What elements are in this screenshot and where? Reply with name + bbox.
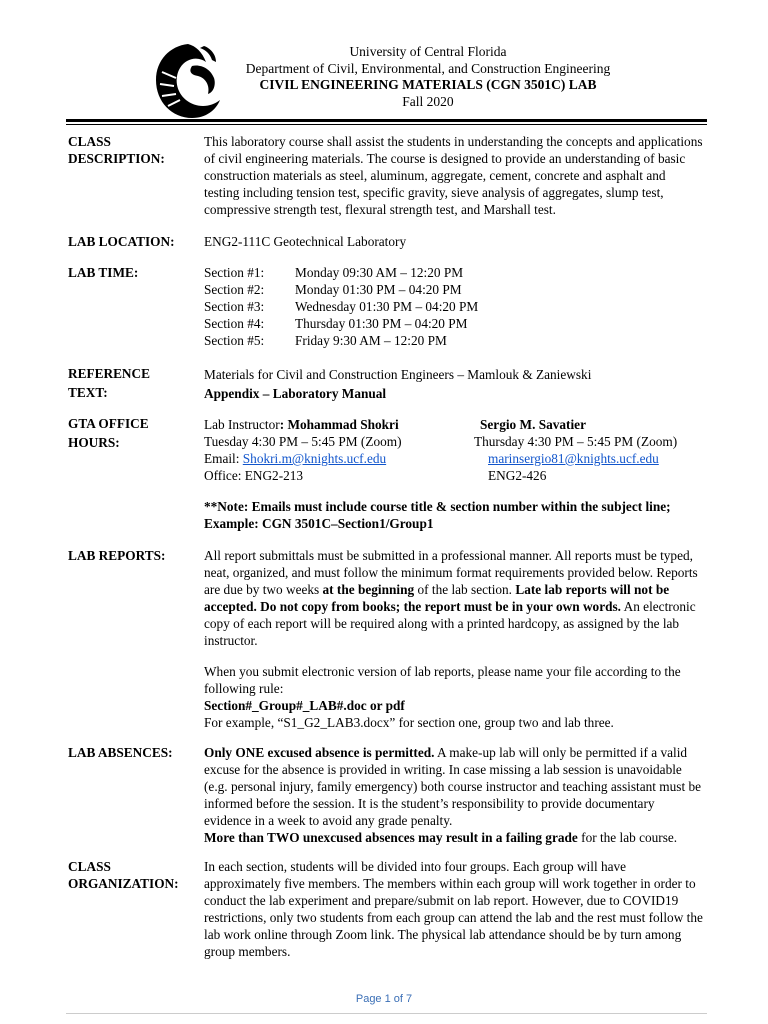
- gta-office-hours-label: [68, 414, 149, 452]
- ta-hours: Thursday 4:30 PM – 5:45 PM (Zoom): [474, 434, 678, 449]
- lab-location-label: LAB LOCATION:: [68, 234, 175, 249]
- lab-time-row: [204, 281, 704, 298]
- label-line: TEXT:: [68, 385, 108, 400]
- header-rule-thick: [66, 119, 707, 122]
- section-name: Section #5:: [204, 333, 265, 348]
- label-line: DESCRIPTION:: [68, 151, 165, 166]
- email-label: Email:: [204, 451, 243, 466]
- section-time: Friday 9:30 AM – 12:20 PM: [295, 333, 447, 348]
- section-name: Section #3:: [204, 299, 265, 314]
- file-naming-intro: When you submit electronic version of lab reports, please name your file according to the following rule:: [204, 664, 681, 696]
- instructor-prefix: Lab Instructor: [204, 417, 280, 432]
- section-name: Section #2:: [204, 282, 265, 297]
- lab-time-row: [204, 298, 704, 315]
- lab-absences-label: LAB ABSENCES:: [68, 745, 173, 760]
- ta-contact: [474, 416, 677, 484]
- email-note: [204, 498, 704, 532]
- lab-time-row: [204, 264, 704, 281]
- instructor-name: : Mohammad Shokri: [279, 417, 399, 432]
- text-span: for the lab course.: [577, 830, 678, 845]
- label-line: CLASS: [68, 859, 111, 874]
- file-naming-example: For example, “S1_G2_LAB3.docx” for section one, group two and lab three.: [204, 715, 614, 730]
- text-span: All report submittals must be submitted in a professional manner. All reports must be typed, neat, organized, and must follow the minimum format requirements provided below. Reports are due by two weeks: [204, 548, 698, 597]
- absences-warning: [204, 829, 704, 846]
- instructor-email-link[interactable]: Shokri.m@knights.ucf.edu: [242, 451, 387, 466]
- lab-reports-text: [204, 547, 704, 731]
- reference-text: [204, 365, 704, 403]
- reference-appendix: Appendix – Laboratory Manual: [204, 386, 387, 401]
- header-rule-thin: [66, 124, 707, 125]
- text-span: A make-up lab will only be permitted if a valid excuse for the absence is provided in writing. In case missing a lab session is unavoidable (e.g. personal injury, family emergency) both course instructor and teaching assistant must be informed before the session. It is the student’s responsibility to provide documentary evidence in a week to avoid any grade penalty.: [204, 745, 702, 828]
- lab-absences-text: [204, 744, 704, 846]
- section-name: Section #1:: [204, 265, 265, 280]
- university-name: University of Central Florida: [349, 44, 507, 59]
- ta-name: Sergio M. Savatier: [480, 417, 586, 432]
- lab-time-list: [204, 264, 704, 349]
- document-header: [200, 44, 656, 110]
- text-bold: Only ONE excused absence is permitted.: [204, 745, 435, 760]
- lab-time-row: [204, 315, 704, 332]
- course-title: CIVIL ENGINEERING MATERIALS (CGN 3501C) LAB: [259, 77, 597, 92]
- section-time: Monday 09:30 AM – 12:20 PM: [295, 265, 464, 280]
- note-example: Example: CGN 3501C–Section1/Group1: [204, 516, 434, 531]
- department-name: Department of Civil, Environmental, and Construction Engineering: [245, 60, 611, 76]
- lab-location-text: ENG2-111C Geotechnical Laboratory: [204, 234, 407, 249]
- section-time: Thursday 01:30 PM – 04:20 PM: [295, 316, 468, 331]
- lab-time-row: [204, 332, 704, 349]
- absences-paragraph: [204, 744, 704, 829]
- class-organization-text: In each section, students will be divided into four groups. Each group will have approximately five members. The members within each group will work together in order to conduct the lab experiment and prepare/submit on lab report. However, due to COVID19 restrictions, only two students from each group can attend the lab and the rest must follow the lab work online through Zoom link. The physical lab attendance should be by turn among group members.: [204, 859, 703, 959]
- file-naming-rule: Section#_Group#_LAB#.doc or pdf: [204, 698, 405, 713]
- section-time: Monday 01:30 PM – 04:20 PM: [295, 282, 462, 297]
- ta-email-link[interactable]: marinsergio81@knights.ucf.edu: [488, 451, 659, 466]
- label-line: ORGANIZATION:: [68, 876, 179, 891]
- instructor-email-line: [204, 450, 402, 467]
- text-bold: More than TWO unexcused absences may result in a failing grade: [204, 830, 578, 845]
- reference-label: [68, 364, 150, 402]
- label-line: GTA OFFICE: [68, 416, 149, 431]
- gta-contacts: [204, 416, 704, 486]
- text-span: of the lab section.: [414, 582, 516, 597]
- note-line: **Note: Emails must include course title & section number within the subject line;: [204, 499, 671, 514]
- lab-time-label: LAB TIME:: [68, 265, 139, 280]
- page-number: Page 1 of 7: [355, 993, 413, 1005]
- lab-reports-label: LAB REPORTS:: [68, 548, 166, 563]
- class-description-label: [68, 133, 165, 167]
- instructor-contact: [204, 416, 402, 484]
- label-line: REFERENCE: [68, 366, 151, 381]
- label-line: CLASS: [68, 134, 111, 149]
- section-time: Wednesday 01:30 PM – 04:20 PM: [295, 299, 479, 314]
- footer-rule: [66, 1013, 707, 1014]
- instructor-line: [204, 416, 402, 433]
- instructor-office: Office: ENG2-213: [204, 468, 304, 483]
- label-line: HOURS:: [68, 435, 120, 450]
- text-span: An electronic copy of each report will be required along with a printed hardcopy, as assigned by the lab instructor.: [204, 599, 696, 648]
- text-bold: Late lab reports will not be accepted. Do not copy from books; the report must be in your own words.: [204, 582, 670, 614]
- class-organization-label: [68, 858, 179, 892]
- class-description-text: This laboratory course shall assist the students in understanding the concepts and applications of civil engineering materials. The course is designed to provide an understanding of basic construction materials as steel, aluminum, aggregate, cement, concrete and asphalt and testing including tension test, specific gravity, sieve analysis of aggregates, slump test, compressive strength test, flexural strength test, and Marshall test.: [204, 134, 703, 217]
- text-bold: at the beginning: [322, 582, 415, 597]
- section-name: Section #4:: [204, 316, 265, 331]
- lab-reports-paragraph: [204, 547, 704, 649]
- ta-office: ENG2-426: [488, 468, 547, 483]
- term: Fall 2020: [402, 93, 454, 109]
- reference-book: Materials for Civil and Construction Engineers – Mamlouk & Zaniewski: [204, 367, 592, 382]
- instructor-hours: Tuesday 4:30 PM – 5:45 PM (Zoom): [204, 434, 402, 449]
